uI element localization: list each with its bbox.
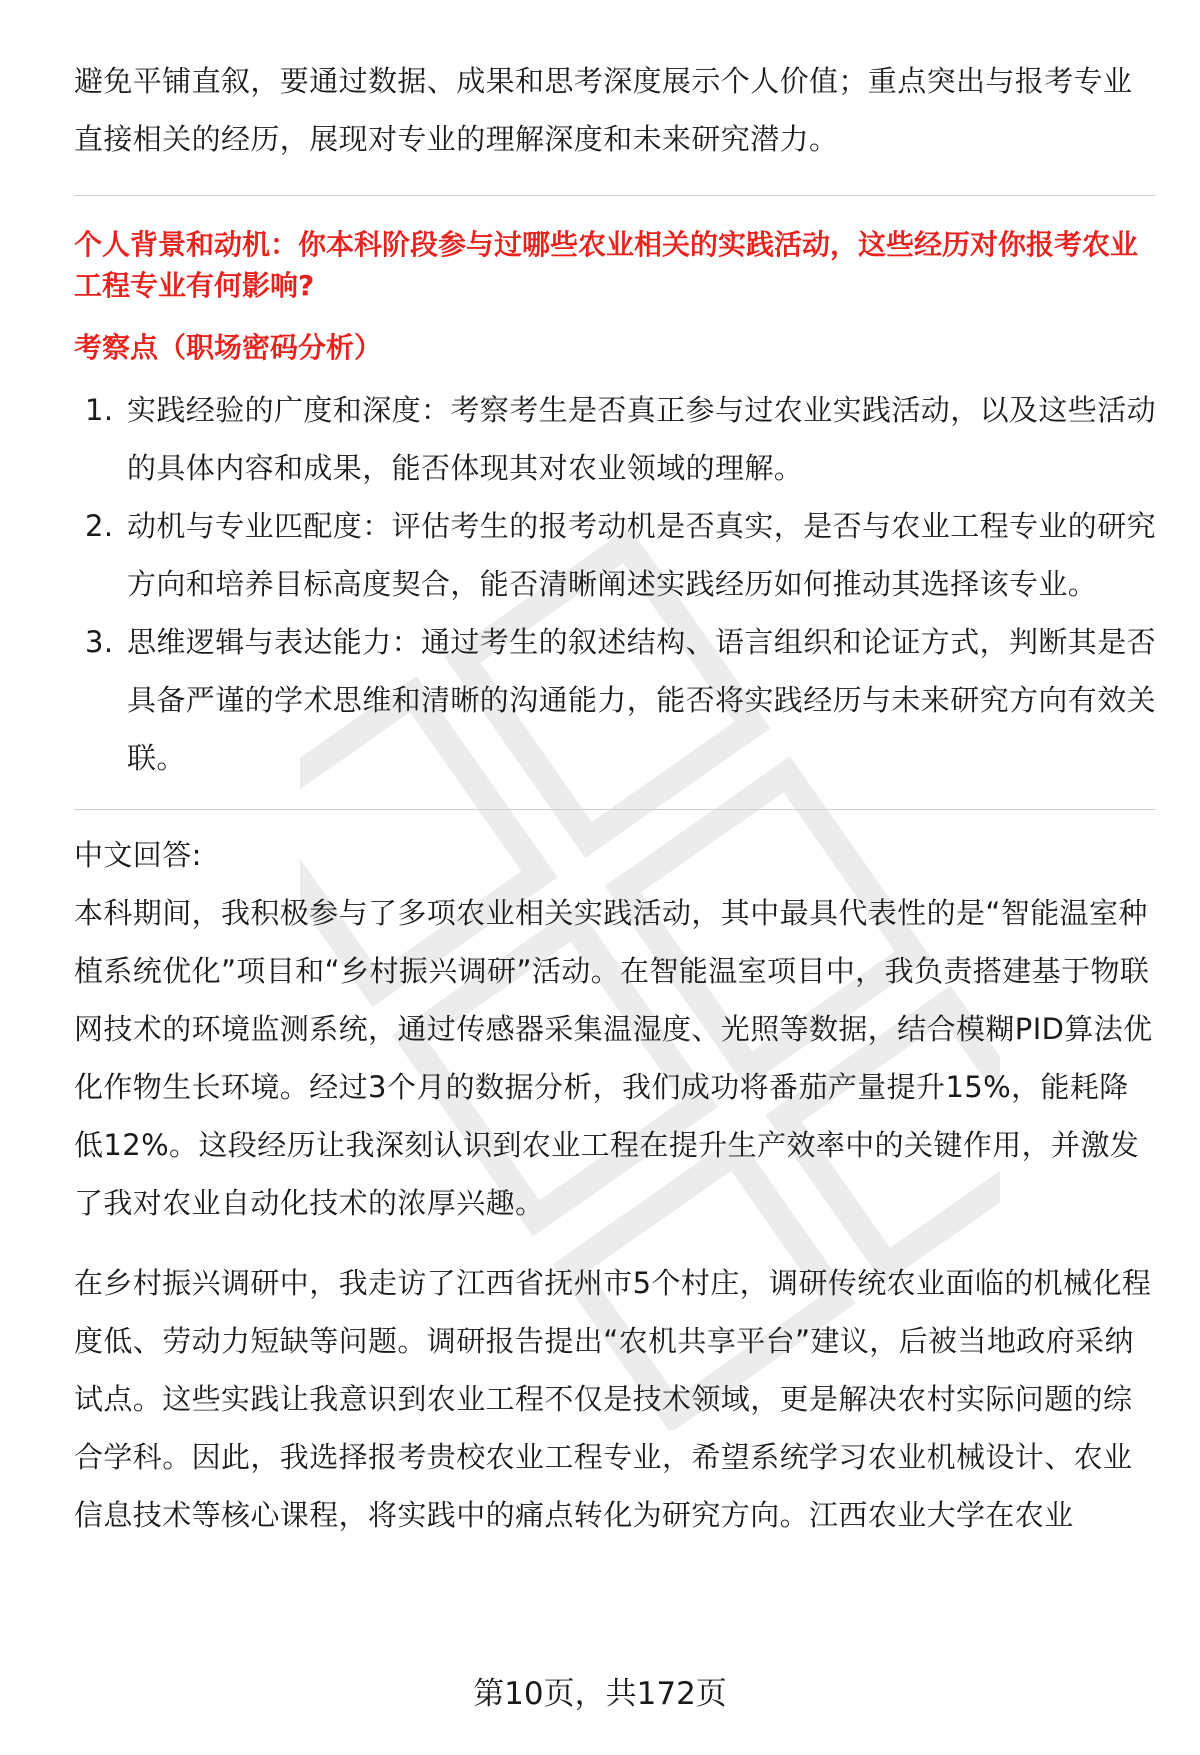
assessment-item-text: 实践经验的广度和深度：考察考生是否真正参与过农业实践活动，以及这些活动的具体内容和成果，能否体现其对农业领域的理解。 [127, 393, 1157, 485]
document-page [74, 52, 1156, 1544]
assessment-item-number: 2. [85, 509, 114, 543]
assessment-item [74, 381, 1156, 497]
assessment-item [74, 613, 1156, 787]
assessment-item-text: 动机与专业匹配度：评估考生的报考动机是否真实，是否与农业工程专业的研究方向和培养目标高度契合，能否清晰阐述实践经历如何推动其选择该专业。 [127, 509, 1157, 601]
assessment-list [74, 381, 1156, 787]
page-number: 第10页，共172页 [473, 1676, 727, 1712]
answer-label: 中文回答: [74, 838, 202, 872]
answer-paragraph: 本科期间，我积极参与了多项农业相关实践活动，其中最具代表性的是“智能温室种植系统优化”项目和“乡村振兴调研”活动。在智能温室项目中，我负责搭建基于物联网技术的环境监测系统，通过传感器采集温湿度、光照等数据，结合模糊PID算法优化作物生长环境。经过3个月的数据分析，我们成功将番茄产量提升15%，能耗降低12%。这段经历让我深刻认识到农业工程在提升生产效率中的关键作用，并激发了我对农业自动化技术的浓厚兴趣。 [74, 896, 1153, 1220]
assessment-item [74, 497, 1156, 613]
assessment-heading: 考察点（职场密码分析） [74, 331, 383, 364]
answer-paragraph: 在乡村振兴调研中，我走访了江西省抚州市5个村庄，调研传统农业面临的机械化程度低、劳动力短缺等问题。调研报告提出“农机共享平台”建议，后被当地政府采纳试点。这些实践让我意识到农业工程不仅是技术领域，更是解决农村实际问题的综合学科。因此，我选择报考贵校农业工程专业，希望系统学习农业机械设计、农业信息技术等核心课程，将实践中的痛点转化为研究方向。江西农业大学在农业 [74, 1266, 1152, 1532]
intro-paragraph: 避免平铺直叙，要通过数据、成果和思考深度展示个人价值；重点突出与报考专业直接相关的经历，展现对专业的理解深度和未来研究潜力。 [74, 64, 1133, 156]
assessment-item-number: 1. [85, 393, 114, 427]
assessment-item-text: 思维逻辑与表达能力：通过考生的叙述结构、语言组织和论证方式，判断其是否具备严谨的学术思维和清晰的沟通能力，能否将实践经历与未来研究方向有效关联。 [127, 625, 1157, 775]
assessment-item-number: 3. [85, 625, 114, 659]
question-title: 个人背景和动机：你本科阶段参与过哪些农业相关的实践活动，这些经历对你报考农业工程专业有何影响? [74, 228, 1139, 302]
